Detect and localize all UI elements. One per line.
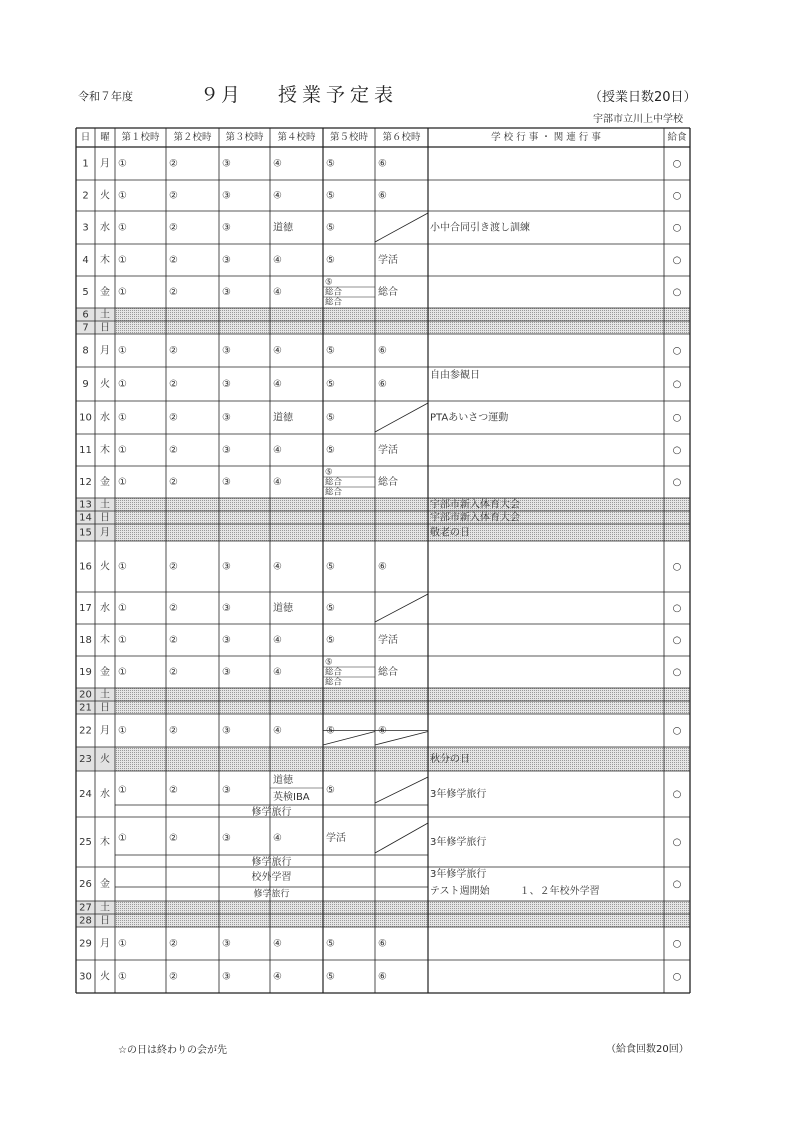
event-text: テスト週開始 １、２年校外学習: [430, 886, 600, 897]
period-4: 道徳: [273, 222, 293, 234]
event-text: 小中合同引き渡し訓練: [430, 222, 530, 234]
event-text: 秋分の日: [430, 754, 470, 765]
period-4-upper: 道徳: [273, 775, 293, 786]
trip-band: 修学旅行: [251, 857, 292, 868]
meal-mark: ○: [672, 477, 682, 488]
period-5: ⑤: [326, 345, 335, 357]
period-5: ⑤: [326, 603, 335, 614]
excursion-label: 校外学習: [251, 872, 292, 883]
meal-mark: ○: [672, 222, 682, 234]
period-2: ②: [169, 287, 178, 298]
period-4: ④: [273, 158, 282, 170]
slash-mark: [375, 777, 428, 803]
period-1: ①: [118, 971, 127, 983]
footer-note: ☆の日は終わりの会が先: [118, 1045, 227, 1056]
holiday-shade: [115, 688, 428, 701]
holiday-shade: [664, 321, 690, 334]
school-name: 宇部市立川上中学校: [593, 114, 683, 125]
period-5-upper: ⑤: [325, 467, 333, 478]
period-5: ⑤: [326, 561, 335, 573]
period-3: ③: [222, 222, 231, 234]
holiday-shade: [428, 308, 664, 321]
holiday-shade: [664, 914, 690, 927]
period-2: ②: [169, 833, 178, 844]
meal-mark: ○: [672, 412, 682, 424]
weekday: 水: [100, 789, 110, 800]
month-label: ９月: [200, 84, 243, 106]
day-number: 14: [79, 512, 92, 524]
meal-count: （給食回数20回）: [606, 1044, 689, 1055]
holiday-shade: [428, 914, 664, 927]
period-4: ④: [273, 667, 282, 678]
meal-mark: ○: [672, 255, 682, 266]
day-number: 21: [79, 702, 92, 714]
holiday-shade: [115, 511, 428, 524]
period-3: ③: [222, 158, 231, 170]
day-number: 23: [79, 754, 92, 765]
weekday: 月: [100, 527, 110, 539]
period-1: ①: [118, 287, 127, 298]
weekday: 日: [100, 322, 110, 334]
day-number: 26: [79, 879, 92, 890]
weekday: 土: [100, 309, 110, 321]
meal-mark: ○: [672, 789, 682, 800]
weekday: 火: [100, 379, 110, 390]
period-6: 総合: [378, 667, 398, 678]
period-6: 学活: [378, 635, 398, 646]
day-number: 19: [79, 667, 92, 678]
weekday: 金: [100, 287, 110, 298]
event-text: 3年修学旅行: [430, 837, 487, 848]
holiday-shade: [115, 747, 428, 771]
day-number: 25: [79, 837, 92, 848]
period-4: ④: [273, 635, 282, 646]
period-6: ⑥: [378, 345, 387, 357]
period-2: ②: [169, 379, 178, 390]
column-header: 曜: [100, 132, 110, 143]
meal-mark: ○: [672, 561, 682, 573]
period-5: ⑤: [326, 222, 335, 234]
event-text: 3年修学旅行: [430, 789, 487, 800]
period-5: ⑤: [326, 938, 335, 950]
period-4: ④: [273, 833, 282, 844]
meal-mark: ○: [672, 879, 682, 890]
weekday: 土: [100, 499, 110, 511]
holiday-shade: [664, 524, 690, 541]
period-6: ⑥: [378, 561, 387, 573]
weekday: 月: [100, 938, 110, 950]
period-4: ④: [273, 725, 282, 737]
day-number: 24: [79, 789, 92, 800]
meal-mark: ○: [672, 603, 682, 614]
period-4: ④: [273, 971, 282, 983]
period-4: ④: [273, 938, 282, 950]
period-1: ①: [118, 667, 127, 678]
meal-mark: ○: [672, 971, 682, 983]
slash-mark: [375, 823, 428, 853]
period-3: ③: [222, 938, 231, 950]
period-6: ⑥: [378, 725, 387, 737]
slash-mark: [375, 594, 428, 622]
period-5: 学活: [326, 833, 346, 844]
event-text: PTAあいさつ運動: [430, 412, 509, 424]
weekday: 火: [100, 971, 110, 983]
day-number: 22: [79, 725, 92, 737]
period-3: ③: [222, 255, 231, 266]
period-4: ④: [273, 190, 282, 202]
period-1: ①: [118, 635, 127, 646]
period-2: ②: [169, 561, 178, 573]
period-4: ④: [273, 477, 282, 488]
period-6: ⑥: [378, 379, 387, 390]
period-3: ③: [222, 412, 231, 424]
day-number: 9: [82, 379, 89, 390]
period-5-middle: 総合: [325, 667, 343, 678]
period-6: ⑥: [378, 158, 387, 170]
day-number: 11: [79, 445, 92, 456]
event-text: 宇部市新入体育大会: [430, 512, 520, 524]
day-number: 27: [79, 902, 92, 914]
holiday-shade: [428, 901, 664, 914]
period-1: ①: [118, 603, 127, 614]
holiday-shade: [115, 498, 428, 511]
day-number: 16: [79, 561, 92, 573]
meal-mark: ○: [672, 287, 682, 298]
trip-band: 修学旅行: [253, 889, 290, 900]
period-4-lower: 英検IBA: [273, 792, 310, 803]
period-2: ②: [169, 158, 178, 170]
holiday-shade: [664, 901, 690, 914]
period-1: ①: [118, 833, 127, 844]
period-1: ①: [118, 158, 127, 170]
day-number: 5: [82, 287, 89, 298]
event-text: 敬老の日: [430, 527, 470, 539]
period-5-lower: 総合: [325, 677, 343, 688]
period-3: ③: [222, 561, 231, 573]
period-3: ③: [222, 833, 231, 844]
period-5: ⑤: [326, 635, 335, 646]
period-4: ④: [273, 379, 282, 390]
column-header: 給食: [667, 132, 687, 143]
period-3: ③: [222, 287, 231, 298]
day-number: 30: [79, 971, 92, 983]
period-3: ③: [222, 345, 231, 357]
period-1: ①: [118, 379, 127, 390]
weekday: 火: [100, 561, 110, 573]
column-header: 日: [80, 132, 91, 143]
holiday-shade: [428, 701, 664, 714]
day-number: 13: [79, 499, 92, 511]
slash-mark: [375, 403, 428, 432]
class-days-count: （授業日数20日）: [589, 90, 697, 105]
period-3: ③: [222, 190, 231, 202]
slash-mark: [375, 213, 428, 242]
period-6: 学活: [378, 255, 398, 266]
period-1: ①: [118, 412, 127, 424]
weekday: 金: [100, 879, 110, 890]
day-number: 12: [79, 477, 92, 488]
meal-mark: ○: [672, 725, 682, 737]
weekday: 木: [100, 837, 110, 848]
holiday-shade: [664, 308, 690, 321]
period-2: ②: [169, 971, 178, 983]
period-4: ④: [273, 255, 282, 266]
period-1: ①: [118, 561, 127, 573]
day-number: 10: [79, 412, 92, 424]
day-number: 15: [79, 527, 92, 539]
period-3: ③: [222, 785, 231, 796]
day-number: 20: [79, 689, 92, 701]
period-4: 道徳: [273, 412, 293, 424]
period-1: ①: [118, 190, 127, 202]
day-number: 29: [79, 938, 92, 950]
period-2: ②: [169, 667, 178, 678]
column-header: 第２校時: [173, 132, 212, 143]
weekday: 日: [100, 702, 110, 714]
period-3: ③: [222, 635, 231, 646]
period-5-lower: 総合: [325, 297, 343, 308]
period-5: ⑤: [326, 190, 335, 202]
period-3: ③: [222, 725, 231, 737]
period-5-lower: 総合: [325, 487, 343, 498]
column-header: 第５校時: [329, 132, 369, 143]
holiday-shade: [664, 511, 690, 524]
period-3: ③: [222, 445, 231, 456]
holiday-shade: [115, 524, 428, 541]
period-2: ②: [169, 603, 178, 614]
meal-mark: ○: [672, 837, 682, 848]
day-number: 28: [79, 915, 92, 927]
column-header: 第４校時: [277, 132, 316, 143]
period-2: ②: [169, 345, 178, 357]
period-5: ⑤: [326, 379, 335, 390]
column-header: 第６校時: [382, 132, 421, 143]
weekday: 土: [100, 902, 110, 914]
period-5-middle: 総合: [325, 477, 343, 488]
event-text: 宇部市新入体育大会: [430, 499, 520, 511]
period-2: ②: [169, 477, 178, 488]
period-3: ③: [222, 971, 231, 983]
period-5: ⑤: [326, 412, 335, 424]
period-1: ①: [118, 255, 127, 266]
period-6: 総合: [378, 287, 398, 298]
meal-mark: ○: [672, 445, 682, 456]
holiday-shade: [115, 701, 428, 714]
column-header: 学 校 行 事 ・ 関 連 行 事: [491, 132, 601, 143]
period-2: ②: [169, 222, 178, 234]
holiday-shade: [115, 914, 428, 927]
period-5-upper: ⑤: [325, 657, 333, 668]
period-3: ③: [222, 667, 231, 678]
day-number: 6: [82, 309, 89, 321]
day-number: 7: [82, 322, 89, 334]
meal-mark: ○: [672, 667, 682, 678]
meal-mark: ○: [672, 635, 682, 646]
period-2: ②: [169, 445, 178, 456]
weekday: 金: [100, 477, 110, 488]
weekday: 木: [100, 445, 110, 456]
period-4: ④: [273, 561, 282, 573]
period-5: ⑤: [326, 785, 335, 796]
fiscal-year-label: 令和７年度: [78, 90, 133, 103]
period-1: ①: [118, 785, 127, 796]
weekday: 木: [100, 635, 110, 646]
weekday: 月: [100, 158, 110, 170]
period-5-middle: 総合: [325, 287, 343, 298]
period-2: ②: [169, 938, 178, 950]
period-1: ①: [118, 477, 127, 488]
weekday: 木: [100, 255, 110, 266]
holiday-shade: [428, 321, 664, 334]
meal-mark: ○: [672, 938, 682, 950]
period-4: 道徳: [273, 603, 293, 614]
period-1: ①: [118, 222, 127, 234]
day-number: 8: [82, 345, 89, 357]
period-6: ⑥: [378, 938, 387, 950]
period-3: ③: [222, 379, 231, 390]
period-1: ①: [118, 445, 127, 456]
holiday-shade: [664, 701, 690, 714]
period-1: ①: [118, 345, 127, 357]
period-4: ④: [273, 345, 282, 357]
period-2: ②: [169, 785, 178, 796]
weekday: 火: [100, 190, 110, 202]
weekday: 水: [100, 222, 110, 234]
weekday: 日: [100, 512, 110, 524]
period-4: ④: [273, 445, 282, 456]
period-1: ①: [118, 725, 127, 737]
period-2: ②: [169, 255, 178, 266]
weekday: 火: [100, 754, 110, 765]
day-number: 3: [82, 222, 89, 234]
event-text: 3年修学旅行: [430, 869, 487, 880]
holiday-shade: [115, 308, 428, 321]
period-5: ⑤: [326, 725, 335, 737]
holiday-shade: [664, 688, 690, 701]
period-1: ①: [118, 938, 127, 950]
period-2: ②: [169, 412, 178, 424]
page-title: 授業予定表: [278, 84, 399, 106]
period-3: ③: [222, 603, 231, 614]
meal-mark: ○: [672, 345, 682, 357]
period-6: 学活: [378, 445, 398, 456]
weekday: 月: [100, 725, 110, 737]
period-6: ⑥: [378, 971, 387, 983]
period-6: ⑥: [378, 190, 387, 202]
period-5: ⑤: [326, 158, 335, 170]
holiday-shade: [664, 747, 690, 771]
day-number: 2: [82, 190, 89, 202]
period-2: ②: [169, 635, 178, 646]
period-2: ②: [169, 725, 178, 737]
period-5: ⑤: [326, 255, 335, 266]
weekday: 水: [100, 412, 110, 424]
trip-band: 修学旅行: [251, 807, 292, 818]
period-2: ②: [169, 190, 178, 202]
period-5: ⑤: [326, 445, 335, 456]
column-header: 第３校時: [225, 132, 264, 143]
column-header: 第１校時: [121, 132, 160, 143]
period-4: ④: [273, 287, 282, 298]
weekday: 日: [100, 915, 110, 927]
day-number: 18: [79, 635, 92, 646]
holiday-shade: [115, 321, 428, 334]
period-3: ③: [222, 477, 231, 488]
event-text: 自由参観日: [430, 370, 480, 381]
meal-mark: ○: [672, 379, 682, 390]
holiday-shade: [115, 901, 428, 914]
period-6: 総合: [378, 477, 398, 488]
weekday: 月: [100, 345, 110, 357]
weekday: 水: [100, 603, 110, 614]
day-number: 4: [82, 255, 89, 266]
weekday: 金: [100, 667, 110, 678]
meal-mark: ○: [672, 158, 682, 170]
holiday-shade: [428, 688, 664, 701]
day-number: 1: [82, 158, 89, 170]
weekday: 土: [100, 689, 110, 701]
period-5-upper: ⑤: [325, 277, 333, 288]
day-number: 17: [79, 603, 92, 614]
period-5: ⑤: [326, 971, 335, 983]
meal-mark: ○: [672, 190, 682, 202]
holiday-shade: [664, 498, 690, 511]
